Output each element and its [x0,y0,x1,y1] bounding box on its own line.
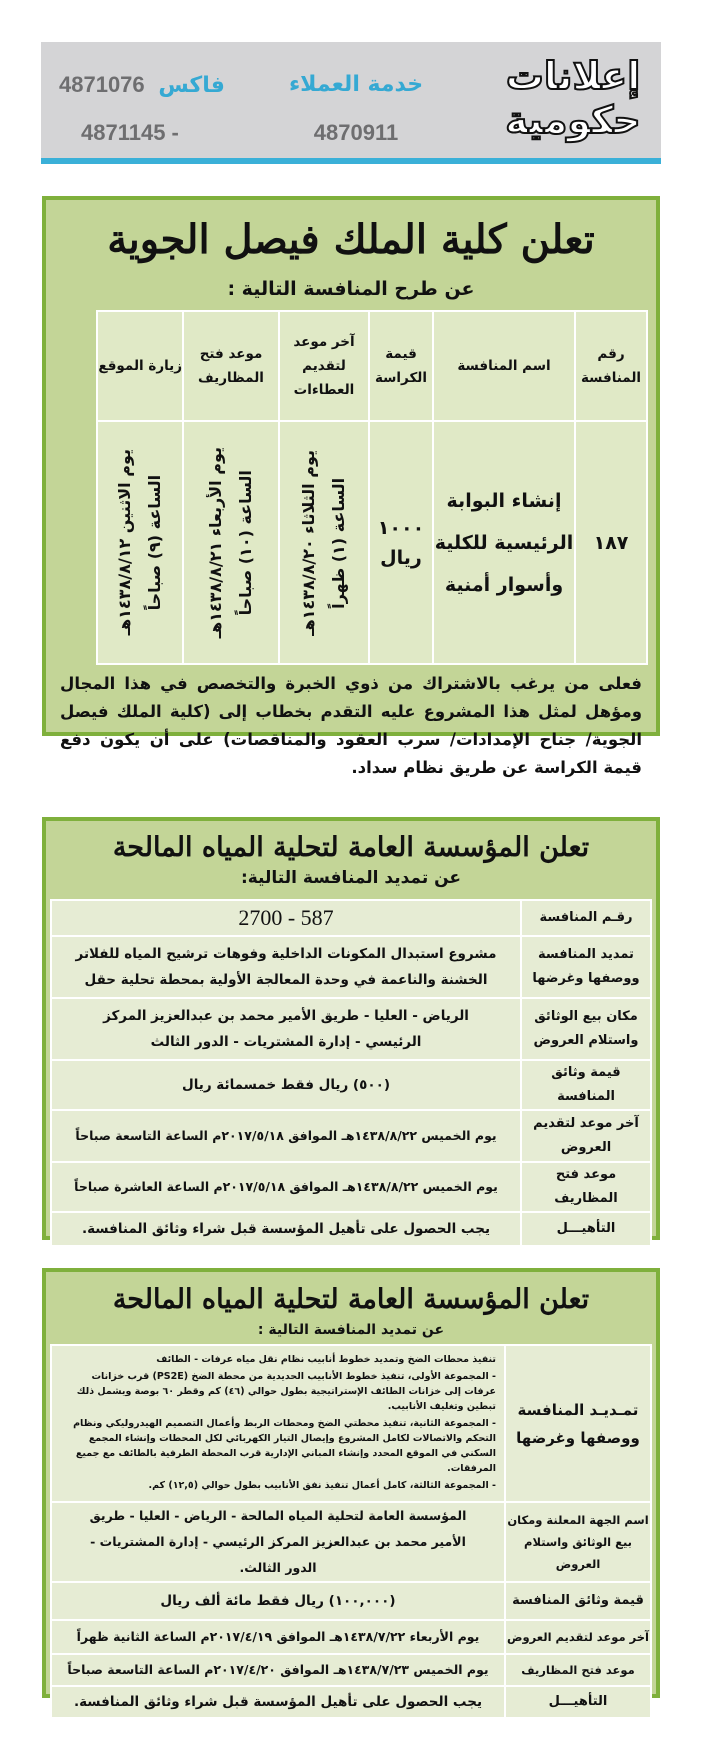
customer-service-number: 4870911 [313,120,399,145]
cell-number: ١٨٧ [575,421,647,664]
description-cell [51,1345,505,1502]
price-currency: ريال [380,546,422,569]
header-banner [41,42,661,164]
fax-label: فاكس [158,73,225,98]
fax-number-1: 4871076 [59,72,145,97]
row-value: يوم الخميس ١٤٣٨/٧/٢٣هـ الموافق ٢٠١٧/٤/٢٠م الساعة التاسعة صباحاً [51,1654,505,1686]
opening-time: الساعة (١٠) صباحاً [236,469,255,616]
cell-opening [183,421,279,664]
ad-subtitle: عن تمديد المنافسة التالية : [257,1322,445,1338]
ad-title: تعلن المؤسسة العامة لتحلية المياه المالحة [112,832,590,863]
row-label: التأهيـــل [505,1686,651,1718]
description-line: - المجموعة الأولى، تنفيذ خطوط الأنابيب الحديدية من محطة الضخ (PS2E) قرب خزانات عرفات إلى خزانات الطائف الإستراتيجية بطول حوالي (٤٦) كم وقطر ٦٠ بوصة ويشمل ذلك تبطين وتغليف الأنابيب. [76,1371,496,1412]
customer-service-label: خدمة العملاء [288,72,424,97]
row-label: موعد فتح المظاريف [505,1654,651,1686]
row-label: آخر موعد لتقديم العروض [505,1620,651,1654]
col-header-number: رقم المنافسة [575,311,647,421]
table-row [51,1582,651,1620]
opening-date: يوم الأربعاء ١٤٣٨/٨/٢١هـ [206,446,225,639]
row-value: المؤسسة العامة لتحلية المياه المالحة - الرياض - العليا - طريق الأمير محمد بن عبدالعزيز المركز الرئيسي - إدارة المشتريات - الدور الثالث. [51,1502,505,1582]
row-value: (١٠٠,٠٠٠) ريال فقط مائة ألف ريال [51,1582,505,1620]
row-value: يوم الخميس ١٤٣٨/٨/٢٢هـ الموافق ٢٠١٧/٥/١٨م الساعة التاسعة صباحاً [51,1110,521,1162]
ad-subtitle: عن طرح المنافسة التالية : [227,278,475,300]
cell-name [433,421,575,664]
col-header-opening: موعد فتح المظاريف [183,311,279,421]
row-label: تمديد المنافسة ووصفها وغرضها [521,936,651,998]
table-row [51,1502,651,1582]
ad-subtitle: عن تمديد المنافسة التالية: [240,868,462,888]
row-value: يجب الحصول على تأهيل المؤسسة قبل شراء وثائق المنافسة. [51,1686,505,1718]
ad-saline-water-extension-1 [42,817,660,1240]
deadline-time: الساعة (١) ظهراً [329,476,348,608]
logo-line-1: إعلانات [505,54,641,98]
row-label: مكان بيع الوثائق واستلام العروض [521,998,651,1060]
table-row [51,1620,651,1654]
price-value: ١٠٠٠ [377,516,425,539]
tender-details-table [50,899,652,1247]
description-line: تنفيذ محطات الضخ وتمديد خطوط أنابيب نظام نقل مياه عرفات - الطائف [156,1354,496,1365]
visit-date: يوم الاثنين ١٤٣٨/٨/١٢هـ [115,449,135,636]
col-header-price: قيمة الكراسة [369,311,433,421]
table-row [51,998,651,1060]
table-row [51,900,651,936]
row-label: تمـديـد المنافسة ووصفها وغرضها [505,1345,651,1502]
col-header-visit: زيارة الموقع [97,311,183,421]
row-value: مشروع استبدال المكونات الداخلية وفوهات ترشيح المياه للفلاتر الخشنة والناعمة في وحدة المعالجة الأولية بمحطة تحلية حقل [51,936,521,998]
row-value: الرياض - العليا - طريق الأمير محمد بن عبدالعزيز المركز الرئيسي - إدارة المشتريات - الدور الثالث [51,998,521,1060]
col-header-deadline: آخر موعد لتقديم العطاءات [279,311,369,421]
description-line: - المجموعة الثانية، تنفيذ محطتي الضخ ومحطات الربط وأعمال التصميم الهيدروليكي ونظام التحكم والاتصالات لكامل المشروع وإيصال التيار الكهربائي لكل المحطات وإنشاء المجمع السكني في الموقع المحدد وإنشاء المباني الإدارية قرب المحطة الطرفية بالطائف مع جميع المرفقات. [73,1418,496,1474]
fax-line-1 [59,72,249,98]
table-row [51,1686,651,1718]
table-header-row [97,311,647,421]
table-row [51,1110,651,1162]
table-row [51,1060,651,1110]
ad-king-faisal-air-college [42,196,660,777]
table-row [51,1654,651,1686]
ad-title: تعلن المؤسسة العامة لتحلية المياه المالحة [112,1284,590,1315]
header-logo [503,54,643,142]
row-value: يجب الحصول على تأهيل المؤسسة قبل شراء وثائق المنافسة. [51,1212,521,1246]
row-label: قيمة وثائق المنافسة [505,1582,651,1620]
logo-line-2: حكومية [505,98,641,142]
row-label: قيمة وثائق المنافسة [521,1060,651,1110]
tender-table [96,310,648,665]
tender-details-table [50,1344,652,1719]
table-row [51,1212,651,1246]
row-label: موعد فتح المظاريف [521,1162,651,1212]
row-value: (٥٠٠) ريال فقط خمسمائة ريال [51,1060,521,1110]
tender-number: 2700 - 587 [51,900,521,936]
deadline-date: يوم الثلاثاء ١٤٣٨/٨/٢٠هـ [299,449,318,636]
fax-number-2: 4871145 - [81,120,179,145]
ad-body-text: فعلى من يرغب بالاشتراك من ذوي الخبرة والتخصص في هذا المجال ومؤهل لمثل هذا المشروع عليه التقدم بخطاب إلى (كلية الملك فيصل الجوية/ جناح الإمدادات/ سرب العقود والمناقصات) على أن يكون دفع قيمة الكراسة عن طريق نظام سداد. [60,674,642,777]
table-row [51,1162,651,1212]
row-value: يوم الأربعاء ١٤٣٨/٧/٢٢هـ الموافق ٢٠١٧/٤/١٩م الساعة الثانية ظهراً [51,1620,505,1654]
description-line: - المجموعة الثالثة، كامل أعمال تنفيذ نفق الأنابيب بطول حوالي (١٢,٥) كم. [148,1480,496,1491]
row-value: يوم الخميس ١٤٣٨/٨/٢٢هـ الموافق ٢٠١٧/٥/١٨م الساعة العاشرة صباحاً [51,1162,521,1212]
row-label: آخر موعد لتقديم العروض [521,1110,651,1162]
ad-saline-water-extension-2 [42,1268,660,1710]
visit-time: الساعة (٩) صباحاً [145,474,165,611]
col-header-name: اسم المنافسة [433,311,575,421]
name-line-1: إنشاء البوابة [446,489,562,512]
row-label: رقـم المنافسة [521,900,651,936]
name-line-3: وأسوار أمنية [444,573,564,596]
cell-deadline [279,421,369,664]
table-row [97,421,647,664]
cell-visit [97,421,183,664]
table-row [51,936,651,998]
row-label: التأهيـــل [521,1212,651,1246]
ad-title: تعلن كلية الملك فيصل الجوية [107,216,595,263]
row-label: اسم الجهة المعلنة ومكان بيع الوثائق واستلام العروض [505,1502,651,1582]
name-line-2: الرئيسية للكلية [434,531,574,554]
table-row [51,1345,651,1502]
cell-price [369,421,433,664]
